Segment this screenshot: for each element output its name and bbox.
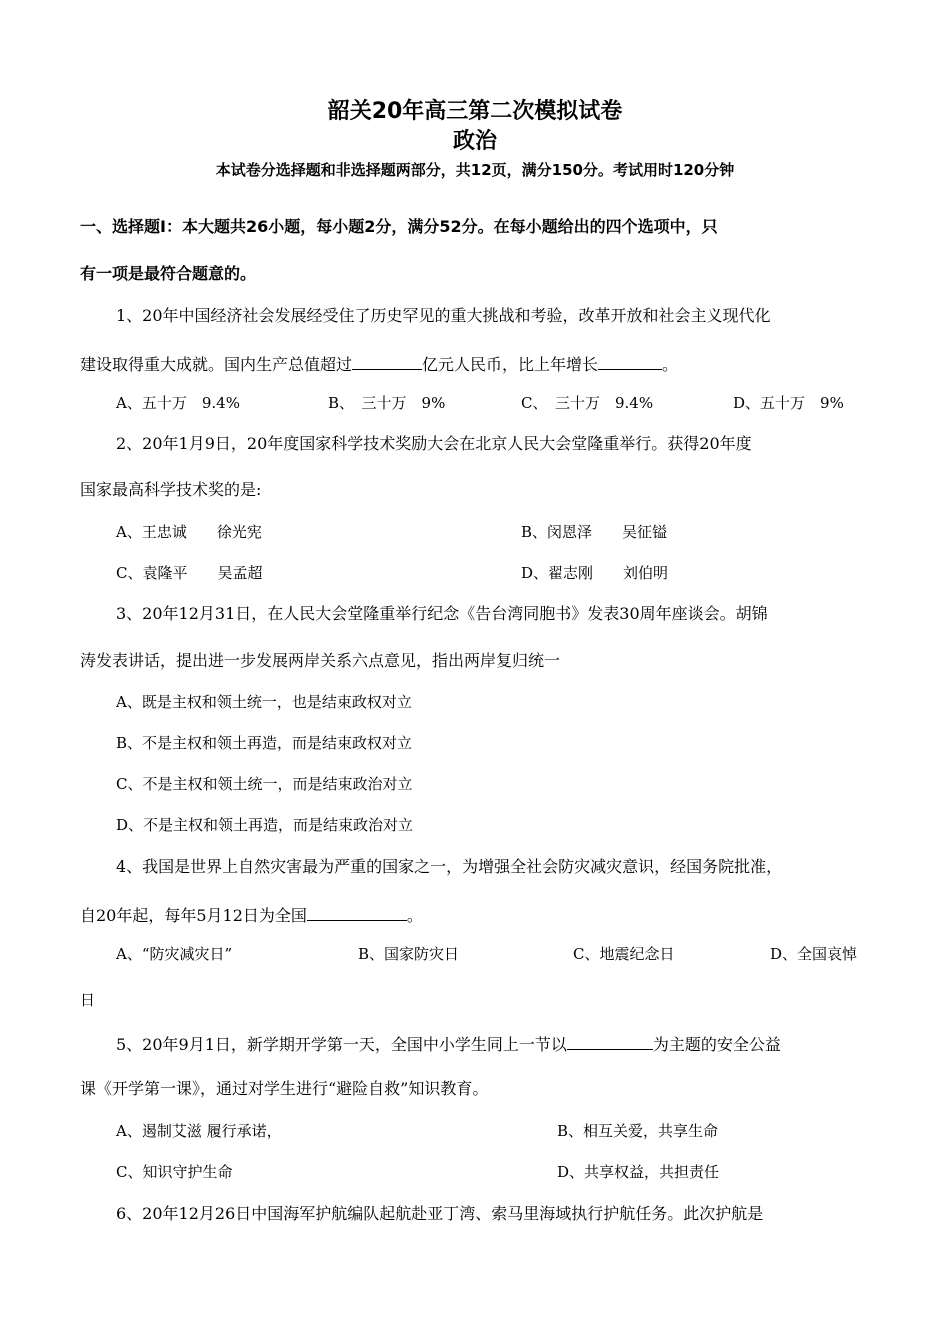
q4-option-c: C、地震纪念日 [573, 945, 675, 963]
question-2-line1: 2、20年1月9日，20年度国家科学技术奖励大会在北京人民大会堂隆重举行。获得20年度 [116, 434, 752, 453]
question-1-text-c: 。 [662, 355, 679, 374]
question-5-line2: 课《开学第一课》，通过对学生进行“避险自救”知识教育。 [80, 1079, 489, 1098]
q4-option-d-wrap: 日 [80, 991, 96, 1009]
q1-option-d: D、五十万 9% [733, 394, 844, 412]
question-5-line1 [116, 1035, 781, 1053]
q5-option-c: C、知识守护生命 [116, 1163, 233, 1181]
q5-option-a: A、遏制艾滋 履行承诺， [116, 1122, 282, 1140]
q2-option-d: D、翟志刚 刘伯明 [521, 564, 669, 582]
question-4-line2 [80, 906, 423, 924]
q1-option-a: A、五十万 9.4% [116, 394, 240, 412]
q5-option-d: D、共享权益，共担责任 [557, 1163, 720, 1181]
question-1-text-b: 亿元人民币，比上年增长 [422, 355, 599, 374]
q3-option-c: C、不是主权和领土统一，而是结束政治对立 [116, 775, 413, 793]
subject-title: 政治 [452, 129, 497, 154]
question-4-line1: 4、我国是世界上自然灾害最为严重的国家之一，为增强全社会防灾减灾意识，经国务院批准， [116, 857, 783, 876]
exam-title: 韶关20年高三第二次模拟试卷 [327, 99, 623, 124]
q4-option-b: B、国家防灾日 [358, 945, 460, 963]
q2-option-c: C、袁隆平 吴孟超 [116, 564, 263, 582]
question-2-line2: 国家最高科学技术奖的是: [80, 480, 262, 499]
question-6-line1: 6、20年12月26日中国海军护航编队起航赴亚丁湾、索马里海域执行护航任务。此次护航是 [116, 1204, 764, 1223]
q2-option-a: A、王忠诚 徐光宪 [116, 523, 262, 541]
exam-note: 本试卷分选择题和非选择题两部分，共12页，满分150分。考试用时120分钟 [215, 161, 735, 179]
answer-blank [352, 355, 422, 370]
question-1-line1: 1、20年中国经济社会发展经受住了历史罕见的重大挑战和考验，改革开放和社会主义现代化 [116, 306, 771, 325]
q4-option-d: D、全国哀悼 [770, 945, 858, 963]
q3-option-b: B、不是主权和领土再造，而是结束政权对立 [116, 734, 413, 752]
q4-option-a: A、“防灾减灾日” [116, 945, 233, 963]
question-1-text-a: 建设取得重大成就。国内生产总值超过 [80, 355, 353, 374]
q3-option-d: D、不是主权和领土再造，而是结束政治对立 [116, 816, 414, 834]
question-1-line2 [80, 355, 678, 373]
answer-blank [307, 906, 407, 921]
q1-option-b: B、 三十万 9% [328, 394, 446, 412]
question-3-line2: 涛发表讲话，提出进一步发展两岸关系六点意见，指出两岸复归统一 [80, 651, 561, 670]
question-3-line1: 3、20年12月31日，在人民大会堂隆重举行纪念《告台湾同胞书》发表30周年座谈会。胡锦 [116, 604, 768, 623]
section-heading-line2: 有一项是最符合题意的。 [80, 264, 257, 283]
q5-option-b: B、相互关爱，共享生命 [557, 1122, 719, 1140]
answer-blank [567, 1035, 653, 1050]
question-4-text-c: 。 [406, 906, 423, 925]
q3-option-a: A、既是主权和领土统一，也是结束政权对立 [116, 693, 412, 711]
q1-option-c: C、 三十万 9.4% [521, 394, 654, 412]
question-4-text-a: 自20年起，每年5月12日为全国 [80, 906, 307, 925]
question-5-text-c: 为主题的安全公益 [652, 1035, 781, 1054]
q2-option-b: B、闵恩泽 吴征镒 [521, 523, 668, 541]
answer-blank [598, 355, 662, 370]
section-heading-line1: 一、选择题Ⅰ：本大题共26小题，每小题2分，满分52分。在每小题给出的四个选项中，只 [80, 217, 718, 236]
question-5-text-a: 5、20年9月1日，新学期开学第一天，全国中小学生同上一节以 [116, 1035, 567, 1054]
